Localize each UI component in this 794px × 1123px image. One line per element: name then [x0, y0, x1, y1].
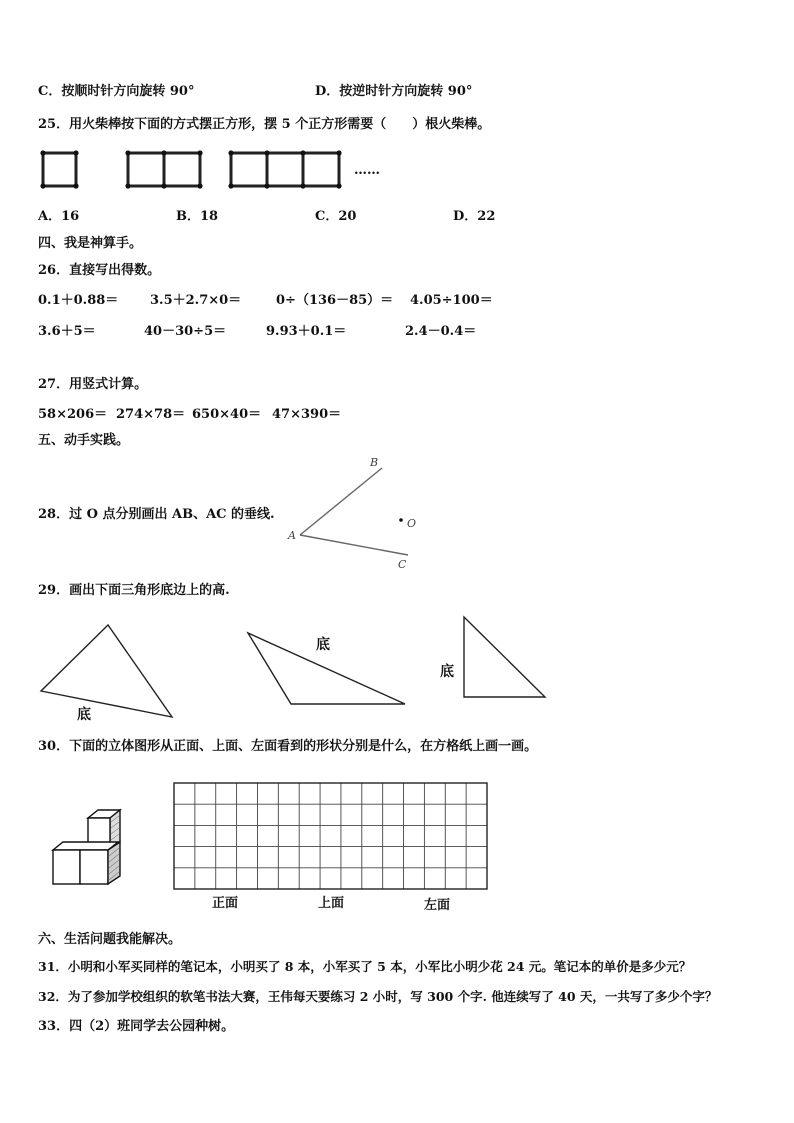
- q26-item: 0÷（136－85）＝: [276, 293, 394, 308]
- q30-question: 30．下面的立体图形从正面、上面、左面看到的形状分别是什么，在方格纸上画一画。: [38, 739, 538, 754]
- view-label-front: 正面: [212, 896, 239, 911]
- matchstick-ellipsis: ……: [354, 163, 380, 178]
- point-c-label: C: [398, 558, 407, 571]
- matchstick-figure-3: [226, 148, 346, 192]
- triangle-3-base-label: 底: [440, 664, 454, 680]
- q25-option-a: A．16: [38, 209, 80, 224]
- q26-item: 0.1＋0.88＝: [38, 293, 119, 308]
- section-5-heading: 五、动手实践。: [38, 433, 130, 448]
- q26-item: 2.4－0.4＝: [405, 324, 477, 339]
- q31-question: 31．小明和小军买同样的笔记本，小明买了 8 本，小军买了 5 本，小军比小明少花 24 元。笔记本的单价是多少元？: [38, 959, 692, 974]
- q27-item: 274×78＝: [116, 407, 186, 422]
- triangle-3: [460, 614, 550, 700]
- q26-question: 26．直接写出得数。: [38, 263, 161, 278]
- point-a-label: A: [288, 529, 296, 542]
- view-label-left: 左面: [424, 898, 451, 913]
- q24-option-c: C．按顺时针方向旋转 90°: [38, 84, 195, 99]
- q27-question: 27．用竖式计算。: [38, 377, 148, 392]
- q32-question: 32．为了参加学校组织的软笔书法大赛，王伟每天要练习 2 小时，写 300 个字. 他连续写了 40 天，一共写了多少个字？: [38, 989, 718, 1004]
- q25-option-b: B．18: [176, 209, 219, 224]
- point-b-label: B: [370, 456, 379, 469]
- cube-solid-figure: [50, 806, 130, 888]
- q25-question: 25．用火柴棒按下面的方式摆正方形，摆 5 个正方形需要（ ）根火柴棒。: [38, 117, 491, 132]
- q24-option-d: D．按逆时针方向旋转 90°: [315, 84, 473, 99]
- q27-item: 650×40＝: [192, 407, 262, 422]
- triangle-2-base-label: 底: [316, 637, 330, 653]
- matchstick-figure-1: [38, 148, 82, 192]
- q26-item: 40－30÷5＝: [144, 324, 227, 339]
- q33-question: 33．四（2）班同学去公园种树。: [38, 1019, 235, 1034]
- q26-item: 4.05÷100＝: [410, 293, 493, 308]
- matchstick-figure-2: [123, 148, 205, 192]
- angle-figure: [280, 450, 430, 575]
- q25-option-d: D．22: [453, 209, 496, 224]
- graph-paper-grid: [173, 782, 489, 892]
- section-4-heading: 四、我是神算手。: [38, 236, 143, 251]
- q27-item: 58×206＝: [38, 407, 108, 422]
- q26-item: 3.5＋2.7×0＝: [150, 293, 242, 308]
- q27-item: 47×390＝: [272, 407, 342, 422]
- point-o-label: O: [407, 517, 417, 530]
- q26-item: 3.6＋5＝: [38, 324, 96, 339]
- q26-item: 9.93＋0.1＝: [266, 324, 347, 339]
- triangle-1-base-label: 底: [77, 707, 91, 723]
- section-6-heading: 六、生活问题我能解决。: [38, 932, 182, 947]
- triangle-1: [38, 622, 178, 722]
- view-label-top: 上面: [318, 896, 345, 911]
- q25-option-c: C．20: [315, 209, 357, 224]
- q28-question: 28．过 O 点分别画出 AB、AC 的垂线.: [38, 507, 275, 522]
- q29-question: 29．画出下面三角形底边上的高.: [38, 583, 230, 598]
